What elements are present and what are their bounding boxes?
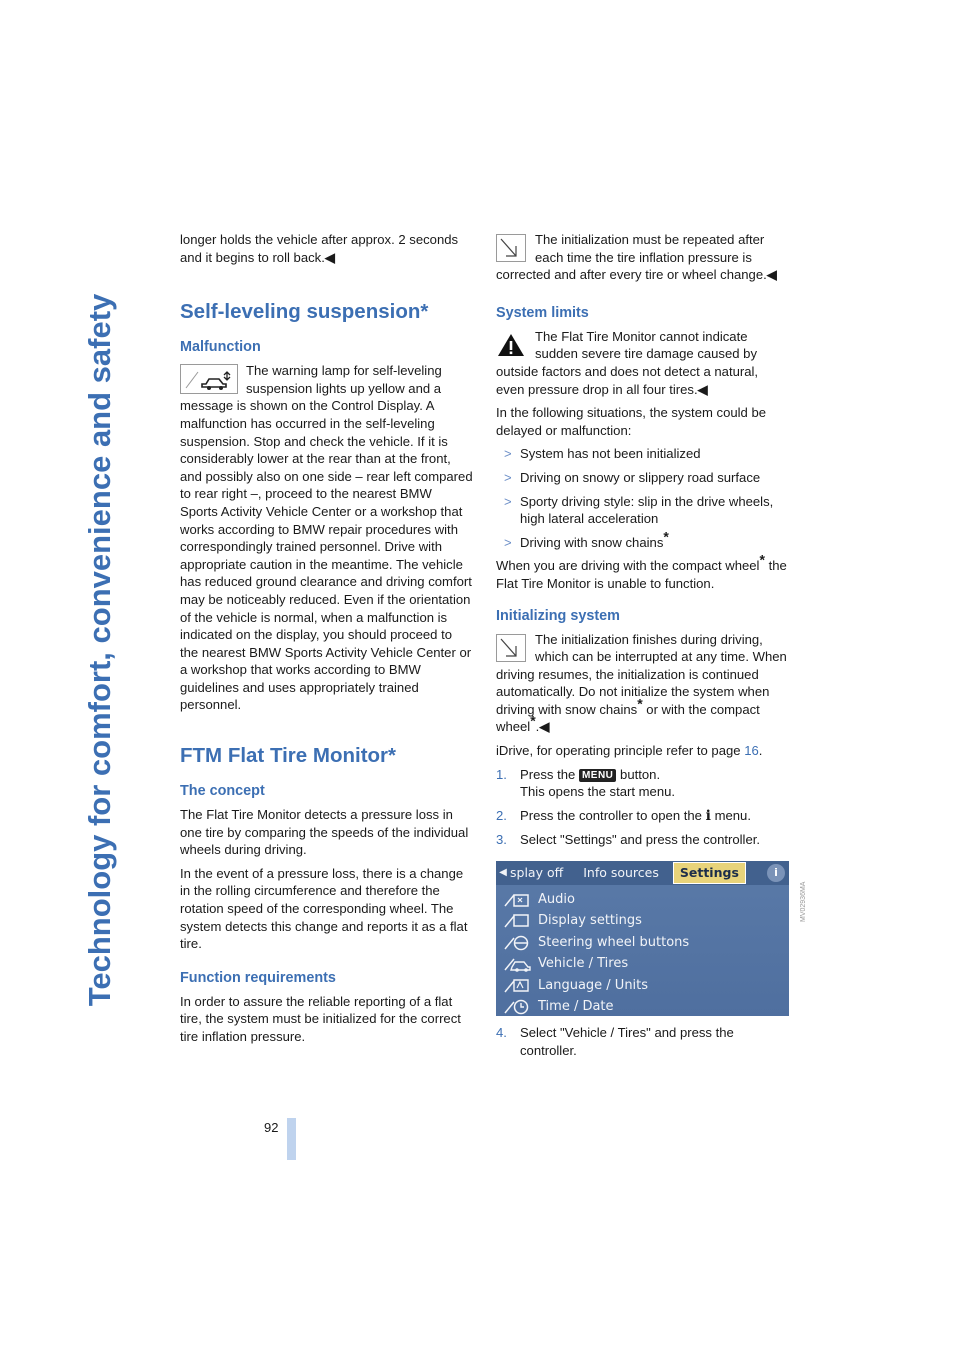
idrive-reference: iDrive, for operating principle refer to page 16. [496,743,763,759]
step-item: 3. Select "Settings" and press the controller. [496,832,761,848]
warning-paragraph: The Flat Tire Monitor cannot indicate sudden severe tire damage caused by outside factors and does not detect a natural, even pressure drop in all four tires.◀ [496,328,759,397]
optional-equipment-star: * [530,713,536,730]
compact-wheel-paragraph: When you are driving with the compact wheel* the Flat Tire Monitor is unable to function. [496,551,787,591]
page-number: 92 [264,1120,279,1135]
bullet-mark: > [504,493,512,509]
list-item: > Driving on snowy or slippery road surface [504,469,761,485]
heading-ftm: FTM Flat Tire Monitor* [180,744,397,768]
bullet-mark: > [504,446,512,462]
idrive-settings-screen [496,861,789,1016]
heading-function-requirements: Function requirements [180,969,336,986]
step-item: 1. Press the MENU button. This opens the start menu. [496,766,676,800]
heading-concept: The concept [180,783,265,800]
steering-wheel-icon [502,934,532,952]
menu-item-vehicle-tires[interactable]: Vehicle / Tires [502,954,789,976]
heading-self-leveling: Self-leveling suspension* [180,300,429,324]
menu-item-language-units[interactable]: Language / Units [502,975,789,997]
step-number: 4. [496,1025,507,1041]
bullet-mark: > [504,469,512,485]
end-marker-icon: ◀ [539,719,550,735]
menu-item-time-date[interactable]: Time / Date [502,997,789,1017]
steps-list [496,766,790,849]
clock-icon [502,998,532,1016]
language-units-icon [502,977,532,995]
menu-item-audio[interactable]: Audio [502,889,789,911]
right-column [496,231,790,1065]
heading-initializing-system: Initializing system [496,607,620,624]
step-item: 4. Select "Vehicle / Tires" and press the controller. [496,1025,734,1058]
step-number: 1. [496,766,507,782]
audio-icon [502,891,532,909]
situations-intro: In the following situations, the system could be delayed or malfunction: [496,405,767,438]
function-requirements-paragraph: In order to assure the reliable reporting of a flat tire, the system must be initialized for the correct tire inflation pressure. [180,993,461,1044]
page-link[interactable]: 16 [744,743,759,759]
intro-paragraph: longer holds the vehicle after approx. 2 seconds and it begins to roll back.◀ [180,232,459,265]
concept-paragraph-1: The Flat Tire Monitor detects a pressure loss in one tire by comparing the speeds of the individual wheels during driving. [180,807,469,858]
info-icon[interactable]: i [767,864,785,882]
vehicle-icon [502,955,532,973]
note-reinitialize: The initialization must be repeated after each time the tire inflation pressure is corrected and after every tire or wheel change.◀ [496,232,777,283]
left-column [180,231,473,1052]
settings-menu [496,885,789,1016]
step-number: 3. [496,832,507,848]
image-code-watermark: MV02936MA [800,881,807,922]
end-marker-icon: ◀ [697,381,708,397]
menu-item-display-settings[interactable]: Display settings [502,911,789,933]
step-item: 2. Press the controller to open the i menu. [496,807,751,824]
tab-display-off[interactable]: splay off [510,865,564,881]
heading-system-limits: System limits [496,304,589,321]
menu-item-steering-wheel-buttons[interactable]: Steering wheel buttons [502,932,789,954]
situations-list [496,445,790,551]
malfunction-paragraph: The warning lamp for self-leveling suspension lights up yellow and a message is shown on the Control Display. A malfunction has occurred in the self-leveling suspension. Stop and check the vehicle. If it is considerably lower at the rear than at the front, and possibly also on one side – rear left compared to rear right –, proceed to the nearest BMW Sports Activity Vehicle Center or a workshop that works according to BMW repair procedures with correspondingly trained personnel. Drive with appropriate caution in the meantime. The vehicle has reduced ground clearance and driving comfort may be noticeably reduced. Even if the orientation of the vehicle is normal, when a malfunction is indicated on the display, you should proceed to the nearest BMW Sports Activity Vehicle Center or a workshop that works according to BMW guidelines and uses appropriately trained personnel. [180,363,473,713]
tab-info-sources[interactable]: Info sources [583,865,659,881]
warning-triangle-icon [496,331,526,359]
steps-list-continued [496,1024,790,1059]
screen-tab-bar [496,861,789,885]
end-marker-icon: ◀ [324,249,335,265]
optional-equipment-star: * [663,528,669,545]
list-item: > Sporty driving style: slip in the drive wheels, high lateral acceleration [504,493,774,527]
heading-malfunction: Malfunction [180,339,261,356]
end-marker-icon: ◀ [766,267,777,283]
bullet-mark: > [504,534,512,550]
note-icon [496,634,526,662]
chapter-sidebar-title: Technology for comfort, convenience and safety [82,293,117,1007]
info-menu-icon: i [705,807,711,824]
self-leveling-warning-icon [180,364,238,394]
left-arrow-icon: ◀ [499,867,507,879]
init-note-paragraph: The initialization finishes during driving, which can be interrupted at any time. When driving resumes, the initialization is continued automatically. Do not initialize the system when driving with snow chains* or with the compact wheel*.◀ [496,631,787,735]
display-settings-icon [502,912,532,930]
page-accent-bar [287,1118,296,1160]
list-item: > Driving with snow chains* [504,528,669,550]
tab-settings[interactable]: Settings [673,862,746,884]
menu-button-icon: MENU [579,769,616,782]
optional-equipment-star: * [637,695,643,712]
note-icon [496,234,526,262]
optional-equipment-star: * [759,551,765,568]
concept-paragraph-2: In the event of a pressure loss, there is a change in the rolling circumference and therefore the rotation speed of the corresponding wheel. The system detects this change and reports it as a flat tire. [180,865,468,952]
step-number: 2. [496,807,507,823]
list-item: > System has not been initialized [504,446,701,462]
